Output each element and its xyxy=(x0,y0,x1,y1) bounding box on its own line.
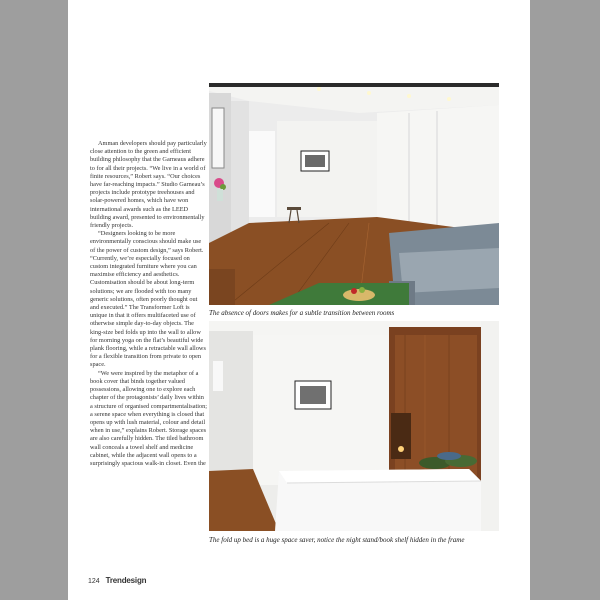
page-footer xyxy=(88,576,146,585)
article-paragraph: Amman developers should pay particularly close attention to the green and efficient building philosophy that the Garneaus adhere to for all their projects. “We live in a world of finite resources,” Robert says. “Our choices have far-reaching impacts.” Studio Garneau’s projects include prototype treehouses and solar-powered homes, which have won international awards such as the LEED building award, presented to environmentally friendly projects. xyxy=(90,140,207,230)
article-paragraph: “Designers looking to be more environmentally conscious should make use of the power of custom design,” says Robert. “Currently, we’re especially focused on custom integrated furniture where you can maximise efficiency and aesthetics. Customisation should be about long-term solutions; we are flooded with too many generic solutions, often poorly thought out and executed.” The Transformer Loft is unique in that it offers multifaceted use of otherwise simple day-to-day objects. The king-size bed folds up into the wall to allow for morning yoga on the flat’s beautiful wide plank flooring, while a retractable wall allows for a flexible transition from private to open space. xyxy=(90,230,206,369)
top-photo-caption: The absence of doors makes for a subtle transition between rooms xyxy=(209,309,395,317)
article-paragraph: “We were inspired by the metaphor of a book cover that binds together valued possessions, allowing one to explore each chapter of the protagonists’ daily lives within a structure of organised compartmentalisation; a serene space when everything is closed that opens up with lush material, colour and detail when in use,” explains Robert. Storage spaces are also carefully hidden. The tiled bathroom wall conceals a towel shelf and medicine cabinet, while the adjacent wall opens to a surprisingly spacious walk-in closet. Even the xyxy=(90,369,208,467)
bedroom-image xyxy=(209,321,499,531)
bottom-photo-caption: The fold up bed is a huge space saver, notice the night stand/book shelf hidden in the frame xyxy=(209,536,465,544)
page-number: 124 xyxy=(88,578,100,585)
article-body xyxy=(90,140,208,468)
living-room-photo xyxy=(209,83,499,305)
magazine-brand: Trendesign xyxy=(105,576,147,585)
living-room-image xyxy=(209,83,499,305)
bedroom-photo xyxy=(209,321,499,531)
magazine-page xyxy=(68,0,530,600)
